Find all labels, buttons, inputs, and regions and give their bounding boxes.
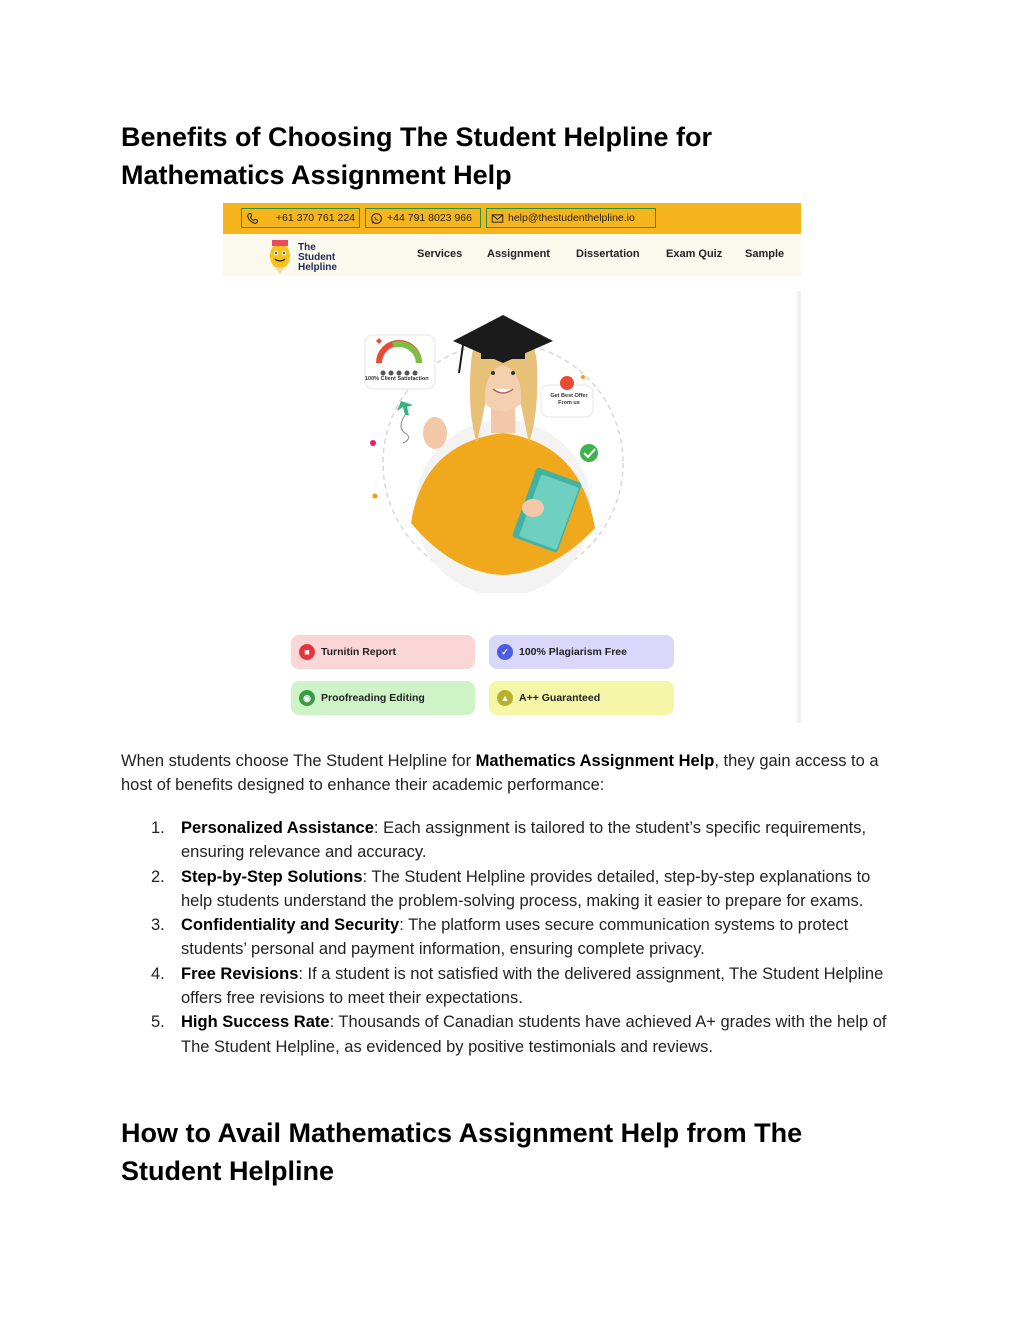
section-heading-how-to-avail: How to Avail Mathematics Assignment Help from The Student Helpline: [121, 1118, 803, 1186]
list-item-title: High Success Rate: [181, 1013, 330, 1032]
badge-label: 100% Plagiarism Free: [519, 646, 627, 658]
list-item: [121, 913, 901, 962]
phone-contact-1: [241, 208, 360, 228]
eye-icon: ◉: [299, 690, 315, 706]
student-hero-illustration: [353, 293, 653, 593]
badge-label: Proofreading Editing: [321, 692, 425, 704]
phone-contact-2: [365, 208, 481, 228]
list-item: [121, 962, 901, 1011]
nav-sample[interactable]: Sample: [745, 248, 785, 260]
badge-label: Turnitin Report: [321, 646, 397, 658]
phone-number-2: +44 791 8023 966: [387, 211, 472, 224]
badge-proofreading-editing: [291, 681, 475, 715]
nav-dissertation[interactable]: Dissertation: [576, 248, 640, 260]
offer-label-line-2: From us: [558, 399, 580, 406]
report-icon: ■: [299, 644, 315, 660]
intro-paragraph: [121, 749, 901, 797]
list-item-title: Free Revisions: [181, 964, 299, 983]
verified-icon: ✓: [497, 644, 513, 660]
list-item-title: Step-by-Step Solutions: [181, 867, 363, 886]
badge-turnitin-report: [291, 635, 475, 669]
intro-after: , they gain access to a host of benefits designed to enhance their academic performance:: [121, 752, 879, 794]
mail-icon: [491, 212, 504, 225]
nav-exam-quiz[interactable]: Exam Quiz: [666, 248, 723, 260]
site-logo: [263, 236, 353, 274]
satisfaction-label: 100% Client Satisfaction: [365, 376, 429, 382]
whatsapp-icon: [370, 212, 383, 225]
list-number: 3.: [151, 916, 165, 935]
phone-number-1: +61 370 761 224: [275, 211, 355, 224]
logo-text: [298, 243, 353, 273]
list-item-title: Personalized Assistance: [181, 819, 374, 837]
offer-label-line-1: Get Best Offer: [550, 393, 588, 399]
badge-plagiarism-free: [489, 635, 674, 669]
list-item: [121, 1010, 901, 1059]
list-item-text: : Each assignment is tailored to the student’s specific requirements, ensuring relevance and accuracy.: [181, 819, 867, 862]
list-item-text: : If a student is not satisfied with the delivered assignment, The Student Helpline offers free revisions to meet their expectations.: [181, 964, 884, 1008]
logo-line-2: Helpline: [298, 262, 337, 273]
list-number: 4.: [151, 964, 165, 983]
list-item-text: : The platform uses secure communication systems to protect students’ personal and payment information, ensuring complete privacy.: [181, 916, 849, 959]
list-item-title: Confidentiality and Security: [181, 916, 400, 935]
list-item: [121, 816, 901, 865]
contact-bar: [223, 203, 801, 234]
offer-label: [547, 393, 591, 406]
page-edge: [797, 291, 801, 723]
list-number: 2.: [151, 867, 165, 886]
section-heading-benefits: Benefits of Choosing The Student Helpline for Mathematics Assignment Help: [121, 122, 712, 190]
list-item-text: : Thousands of Canadian students have achieved A+ grades with the help of The Student Helpline, as evidenced by positive testimonials and reviews.: [181, 1013, 887, 1056]
list-number: 1.: [151, 819, 165, 837]
list-item-text: : The Student Helpline provides detailed, step-by-step explanations to help students understand the problem-solving process, making it easier to prepare for exams.: [181, 867, 871, 910]
website-screenshot: [223, 203, 801, 723]
list-item: [121, 865, 901, 914]
list-number: 5.: [151, 1013, 165, 1032]
intro-bold: Mathematics Assignment Help: [475, 752, 715, 770]
email-contact: [486, 208, 656, 228]
nav-assignment[interactable]: Assignment: [487, 248, 550, 260]
thumbs-up-icon: ▲: [497, 690, 513, 706]
nav-services[interactable]: Services: [417, 248, 463, 260]
phone-icon: [246, 212, 259, 225]
site-navbar: [223, 234, 801, 276]
email-address: help@thestudenthelpline.io: [508, 211, 635, 224]
logo-line-1: The Student: [298, 242, 336, 263]
badge-label: A++ Guaranteed: [519, 692, 601, 704]
pencil-mascot-icon: [263, 236, 297, 274]
benefits-list: [121, 816, 901, 1059]
badge-a-plus-guaranteed: [489, 681, 674, 715]
intro-before: When students choose The Student Helpline for: [121, 752, 476, 770]
